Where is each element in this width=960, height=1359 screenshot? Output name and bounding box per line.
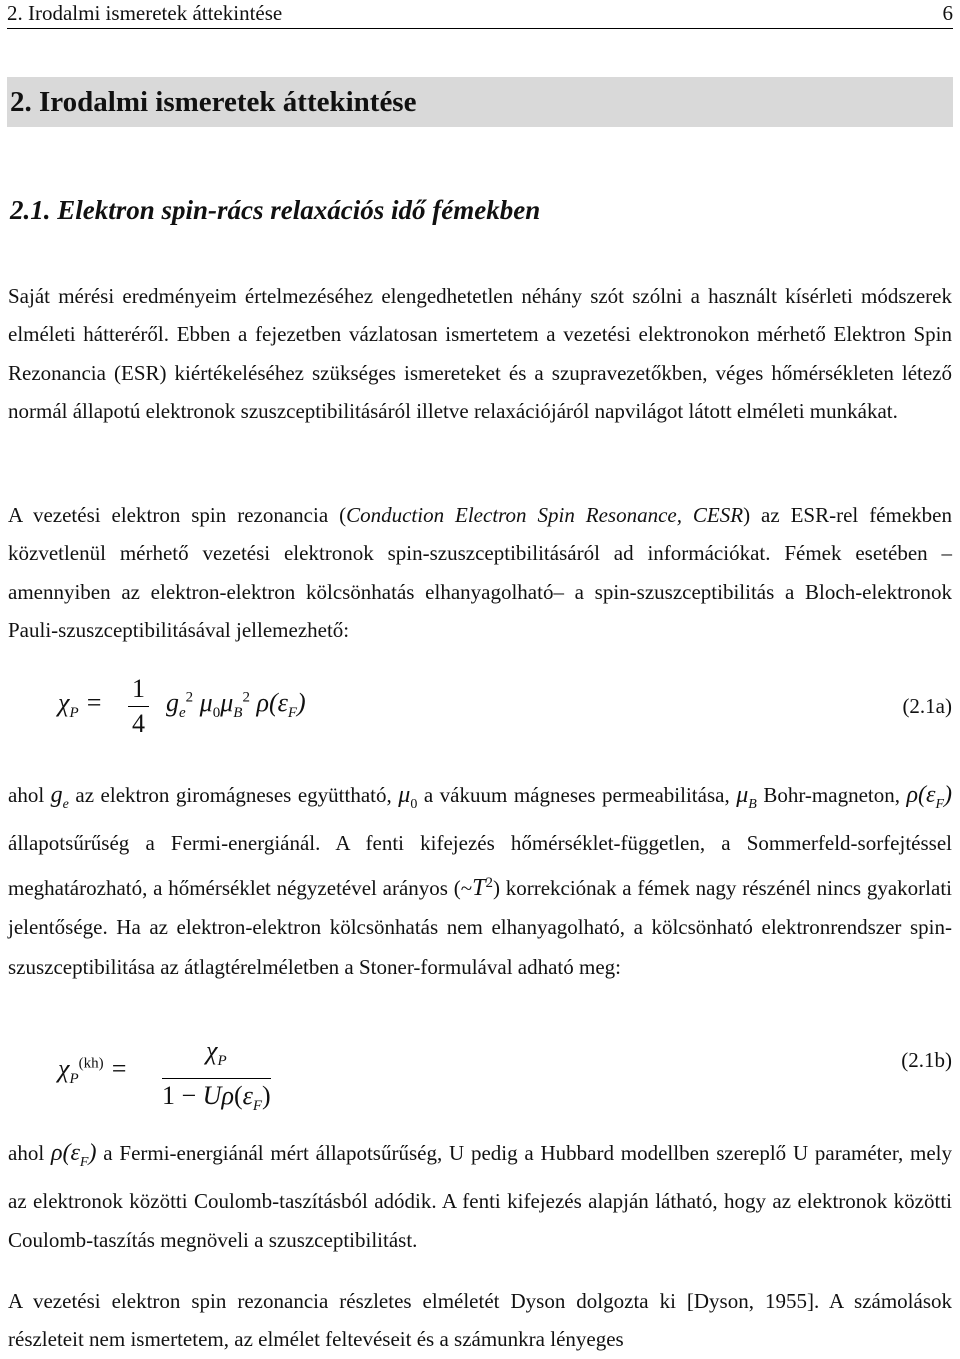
running-header <box>7 0 953 29</box>
text-run: Bohr-magneton, <box>763 783 900 807</box>
text-run: ) az ESR-rel fémekben közvetlenül mérhető vezetési elektronok spin-szuszceptibilitásáról ad információkat. Fémek esetében –amennyiben az elektron-elektron kölcsönhatás elhanyagolható– a spin-szuszceptibilitás a Bloch-elektronok Pauli-szuszceptibilitásával jellemezhető: <box>8 503 952 643</box>
text-run: ) korrekciónak a fémek nagy részénél nincs gyakorlati jelentősége. Ha az elektron-elektron kölcsönhatás nem elhanyagolható, a kölcsönható elektronrendszer spin-szuszceptibilitása az átlagtérelméletben a Stoner-formulával adható meg: <box>8 875 952 979</box>
section-heading: 2.1. Elektron spin-rács relaxációs idő fémekben <box>10 195 541 225</box>
equation-2-1b: $\chi_P^{(kh)}$ = $\frac{\chi_P}{1 - U\rho(\varepsilon_F)}$ (2.1b) <box>58 1036 952 1115</box>
paragraph-definitions: ahol $g_e$ az elektron giromágneses együttható, $\mu_0$ a vákuum mágneses permeabilitása, $\mu_B$ Bohr-magneton, $\rho(\varepsilon_F)$ állapotsűrűség a Fermi-energiánál. A fenti kifejezés hőmérséklet-független, a Sommerfeld-sorfejtéssel meghatározható, a hőmérséklet négyzetével arányos $(\sim T^2)$ korrekciónak a fémek nagy részénél nincs gyakorlati jelentősége. Ha az elektron-elektron kölcsönhatás nem elhanyagolható, a kölcsönható elektronrendszer spin-szuszceptibilitása az átlagtérelméletben a Stoner-formulával adható meg: <box>8 782 953 979</box>
paragraph-cesr <box>8 496 952 650</box>
header-title: 2. Irodalmi ismeretek áttekintése <box>7 1 283 25</box>
text-run: a vákuum mágneses permeabilitása, <box>423 783 730 807</box>
paragraph-stoner: ahol $\rho(\varepsilon_F)$ a Fermi-energiánál mért állapotsűrűség, U pedig a Hubbard modellben szereplő U paraméter, mely az elektronok közötti Coulomb-taszításból adódik. A fenti kifejezés alapján látható, hogy az elektronok közötti Coulomb-taszítás megnöveli a szuszceptibilitást. <box>8 1140 953 1252</box>
text-run: állapotsűrűség a Fermi-energiánál. A fenti kifejezés hőmérséklet-független, a Sommerfeld-sorfejtéssel meghatározható, a hőmérséklet négyzetével arányos (~ <box>8 831 952 900</box>
chapter-heading <box>7 77 953 127</box>
equation-2-1a: $\chi_P$ = $\frac{1}{4}$ $g_e^2$ $\mu_0\mu_B^2$ $\rho(\varepsilon_F)$ (2.1a) <box>58 674 952 738</box>
page-number: 6 <box>942 1 953 25</box>
equation-number: (2.1a) <box>902 694 952 718</box>
paragraph-intro: Saját mérési eredményeim értelmezéséhez elengedhetetlen néhány szót szólni a használt kísérleti módszerek elméleti hátteréről. Ebben a fejezetben vázlatosan ismertetem a vezetési elektronokon mérhető Elektron Spin Rezonancia (ESR) kiértékeléséhez szükséges ismereteket és a szupravezetőkben, véges hőmérsékleten létező normál állapotú elektronok szuszceptibilitásáról illetve relaxációjáról napvilágot látott elméleti munkákat. <box>8 284 952 424</box>
chapter-title: 2. Irodalmi ismeretek áttekintése <box>10 86 417 118</box>
text-run: a Fermi-energiánál mért állapotsűrűség, U pedig a Hubbard modellben szereplő U paraméter, mely az elektronok közötti Coulomb-taszításból adódik. A fenti kifejezés alapján látható, hogy az elektronok közötti Coulomb-taszítás megnöveli a szuszceptibilitást. <box>8 1141 953 1252</box>
paragraph-dyson: A vezetési elektron spin rezonancia részletes elméletét Dyson dolgozta ki [Dyson, 1955]. A számolások részleteit nem ismertetem, az elmélet feltevéseit és a számunkra lényeges <box>8 1289 952 1352</box>
text-run: A vezetési elektron spin rezonancia ( <box>8 503 347 527</box>
equation-number: (2.1b) <box>901 1048 952 1072</box>
text-run: ahol <box>8 1141 45 1165</box>
text-run: ahol <box>8 783 45 807</box>
text-italic: Conduction Electron Spin Resonance, CESR <box>346 503 744 527</box>
text-run: az elektron giromágneses együttható, <box>75 783 392 807</box>
